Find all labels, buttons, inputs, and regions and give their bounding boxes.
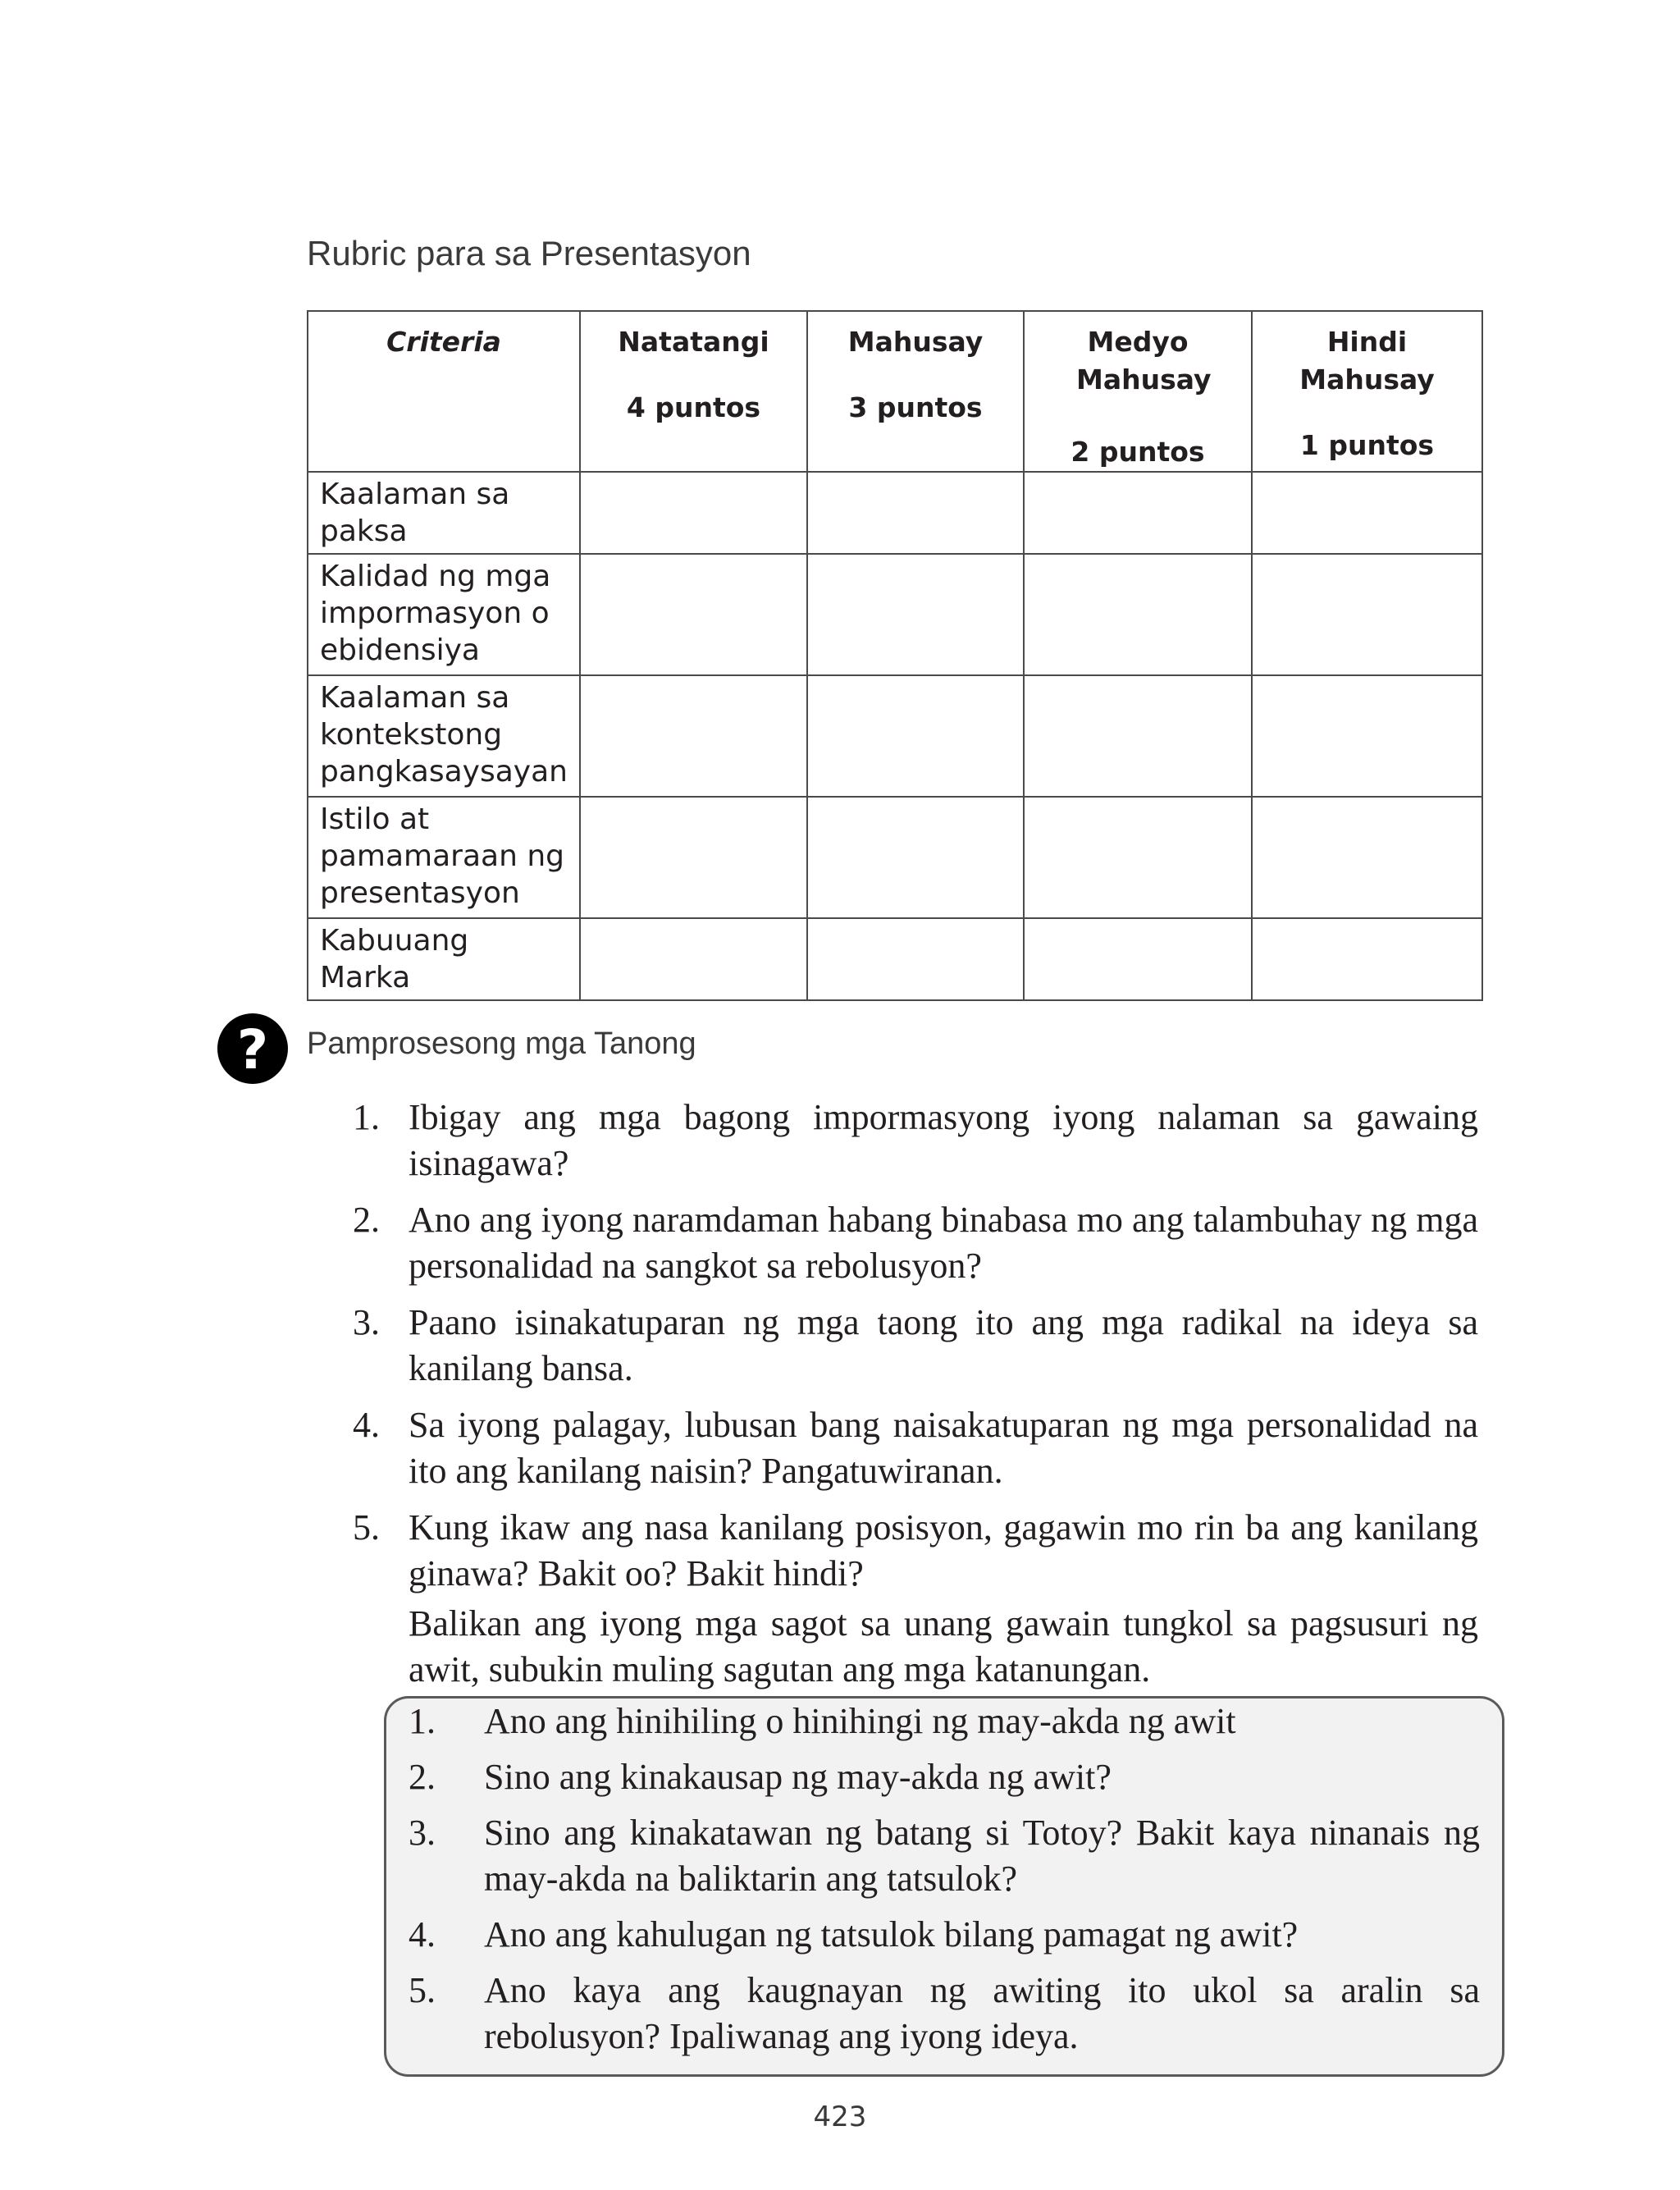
rubric-row	[308, 472, 1482, 554]
score-cell	[580, 918, 807, 1000]
rubric-header-row	[308, 311, 1482, 472]
level-header-medyo-mahusay	[1024, 311, 1252, 472]
level-points: 4 puntos	[626, 391, 761, 423]
criteria-label: Kalidad ng mga impormasyon o ebidensiya	[308, 554, 580, 675]
score-cell	[1252, 554, 1482, 675]
page-number: 423	[813, 2101, 867, 2133]
score-cell	[1252, 918, 1482, 1000]
list-item: 4. Ano ang kahulugan ng tatsulok bilang pamagat ng awit?	[409, 1914, 1299, 1955]
rubric-row	[308, 797, 1482, 918]
score-cell	[1024, 554, 1252, 675]
score-cell	[1252, 675, 1482, 797]
level-name: Mahusay	[847, 326, 984, 358]
level-name: Medyo Mahusay	[1076, 326, 1212, 395]
criteria-label: Istilo at pamamaraan ng presentasyon	[308, 797, 580, 918]
criteria-label: Kaalaman sa kontekstong pangkasaysayan	[308, 675, 580, 797]
rubric-table	[307, 310, 1483, 1001]
score-cell	[1024, 472, 1252, 554]
score-cell	[580, 472, 807, 554]
level-header-hindi-mahusay	[1252, 311, 1482, 472]
criteria-label: Kabuuang Marka	[308, 918, 580, 1000]
score-cell	[1024, 797, 1252, 918]
level-name: Hindi Mahusay	[1299, 326, 1435, 395]
rubric-row	[308, 675, 1482, 797]
level-header-natatangi	[580, 311, 807, 472]
score-cell	[1024, 918, 1252, 1000]
level-name: Natatangi	[618, 326, 769, 358]
processing-questions-list	[353, 1095, 1478, 1607]
score-cell	[807, 554, 1024, 675]
list-item: 4. Sa iyong palagay, lubusan bang naisakatuparan ng mga personalidad na ito ang kanilang naisin? Pangatuwiranan.	[353, 1405, 1478, 1491]
song-questions-list	[409, 1699, 1480, 2069]
score-cell	[807, 797, 1024, 918]
score-cell	[1252, 797, 1482, 918]
score-cell	[807, 918, 1024, 1000]
score-cell	[1024, 675, 1252, 797]
level-header-mahusay	[807, 311, 1024, 472]
level-points: 2 puntos	[1071, 436, 1205, 468]
rubric-row	[308, 918, 1482, 1000]
score-cell	[807, 472, 1024, 554]
list-item: 5. Kung ikaw ang nasa kanilang posisyon, gagawin mo rin ba ang kanilang ginawa? Bakit oo? Bakit hindi?	[353, 1507, 1478, 1593]
score-cell	[580, 554, 807, 675]
instruction-paragraph: Balikan ang iyong mga sagot sa unang gawain tungkol sa pagsusuri ng awit, subukin muling sagutan ang mga katanungan.	[409, 1603, 1478, 1689]
list-item: 1. Ibigay ang mga bagong impormasyong iyong nalaman sa gawaing isinagawa?	[353, 1097, 1478, 1183]
score-cell	[580, 797, 807, 918]
rubric-row	[308, 554, 1482, 675]
list-item: 3. Paano isinakatuparan ng mga taong ito ang mga radikal na ideya sa kanilang bansa.	[353, 1302, 1478, 1388]
svg-text:?: ?	[236, 1018, 269, 1081]
level-points: 1 puntos	[1299, 429, 1435, 461]
score-cell	[580, 675, 807, 797]
level-points: 3 puntos	[848, 391, 983, 423]
score-cell	[1252, 472, 1482, 554]
score-cell	[807, 675, 1024, 797]
list-item: 1. Ano ang hinihiling o hinihingi ng may-akda ng awit	[409, 1701, 1236, 1741]
rubric-title: Rubric para sa Presentasyon	[307, 234, 751, 272]
list-item: 2. Sino ang kinakausap ng may-akda ng awit?	[409, 1757, 1112, 1797]
question-icon	[217, 1013, 289, 1085]
list-item: 2. Ano ang iyong naramdaman habang binabasa mo ang talambuhay ng mga personalidad na sangkot sa rebolusyon?	[353, 1200, 1478, 1286]
list-item: 3. Sino ang kinakatawan ng batang si Totoy? Bakit kaya ninanais ng may-akda na baliktarin ang tatsulok?	[409, 1813, 1480, 1899]
list-item: 5. Ano kaya ang kaugnayan ng awiting ito ukol sa aralin sa rebolusyon? Ipaliwanag ang iyong ideya.	[409, 1970, 1480, 2056]
criteria-label: Kaalaman sa paksa	[308, 472, 580, 554]
section-heading: Pamprosesong mga Tanong	[307, 1026, 696, 1061]
criteria-header: Criteria	[308, 311, 580, 472]
